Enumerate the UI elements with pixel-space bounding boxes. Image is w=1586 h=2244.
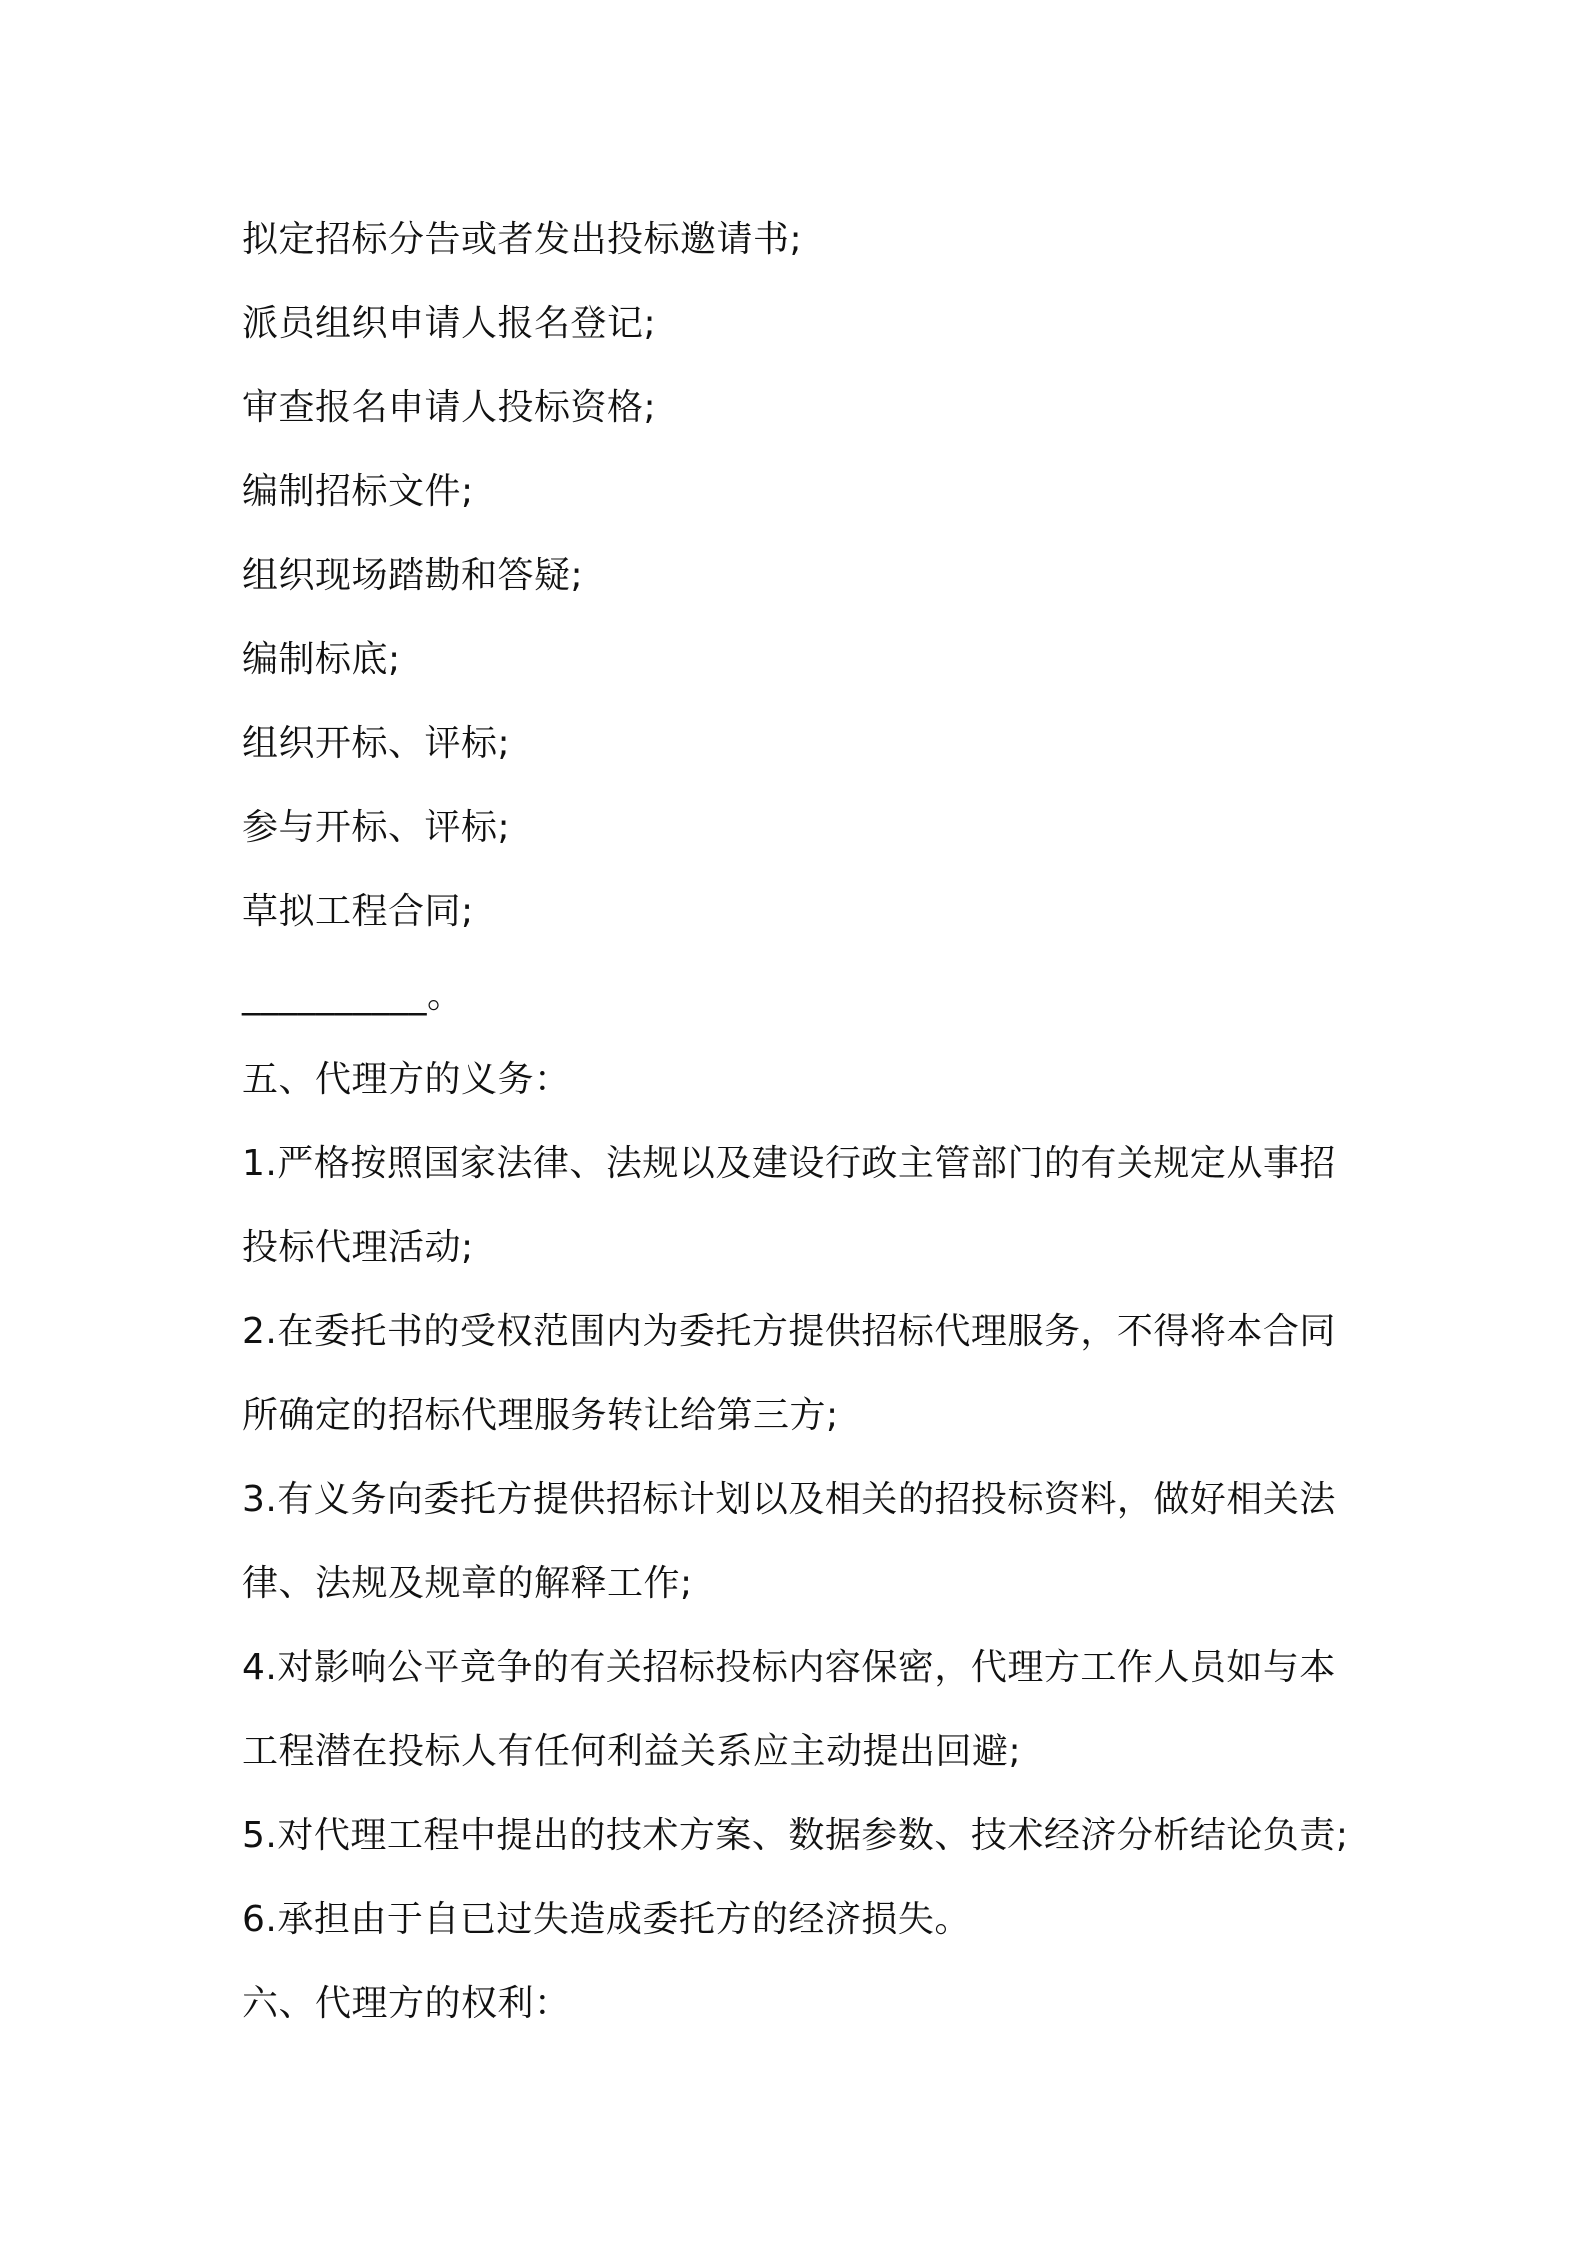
paragraph-line: 律、法规及规章的解释工作; bbox=[242, 1563, 693, 1604]
section-heading-obligations: 五、代理方的义务： bbox=[242, 1059, 571, 1100]
list-item: 编制招标文件; bbox=[242, 471, 474, 512]
list-item: 参与开标、评标; bbox=[242, 807, 511, 848]
paragraph-line: 所确定的招标代理服务转让给第三方; bbox=[242, 1395, 839, 1436]
list-item: 派员组织申请人报名登记; bbox=[242, 303, 657, 344]
list-item: 审查报名申请人投标资格; bbox=[242, 387, 657, 428]
list-item: 组织开标、评标; bbox=[242, 723, 511, 764]
document-body bbox=[242, 198, 1362, 2046]
paragraph-line: 工程潜在投标人有任何利益关系应主动提出回避; bbox=[242, 1731, 1022, 1772]
list-item: 编制标底; bbox=[242, 639, 401, 680]
paragraph-line: 6.承担由于自已过失造成委托方的经济损失。 bbox=[242, 1899, 971, 1940]
paragraph-line: 1.严格按照国家法律、法规以及建设行政主管部门的有关规定从事招 bbox=[242, 1143, 1336, 1184]
paragraph-line: 3.有义务向委托方提供招标计划以及相关的招投标资料，做好相关法 bbox=[242, 1479, 1336, 1520]
blank-fill-line: __________。 bbox=[242, 975, 464, 1016]
list-item: 拟定招标分告或者发出投标邀请书; bbox=[242, 219, 803, 260]
section-heading-rights: 六、代理方的权利： bbox=[242, 1983, 571, 2024]
paragraph-line: 5.对代理工程中提出的技术方案、数据参数、技术经济分析结论负责; bbox=[242, 1815, 1349, 1856]
list-item: 草拟工程合同; bbox=[242, 891, 474, 932]
paragraph-line: 2.在委托书的受权范围内为委托方提供招标代理服务，不得将本合同 bbox=[242, 1311, 1336, 1352]
paragraph-line: 投标代理活动; bbox=[242, 1227, 474, 1268]
paragraph-line: 4.对影响公平竞争的有关招标投标内容保密，代理方工作人员如与本 bbox=[242, 1647, 1336, 1688]
list-item: 组织现场踏勘和答疑; bbox=[242, 555, 584, 596]
